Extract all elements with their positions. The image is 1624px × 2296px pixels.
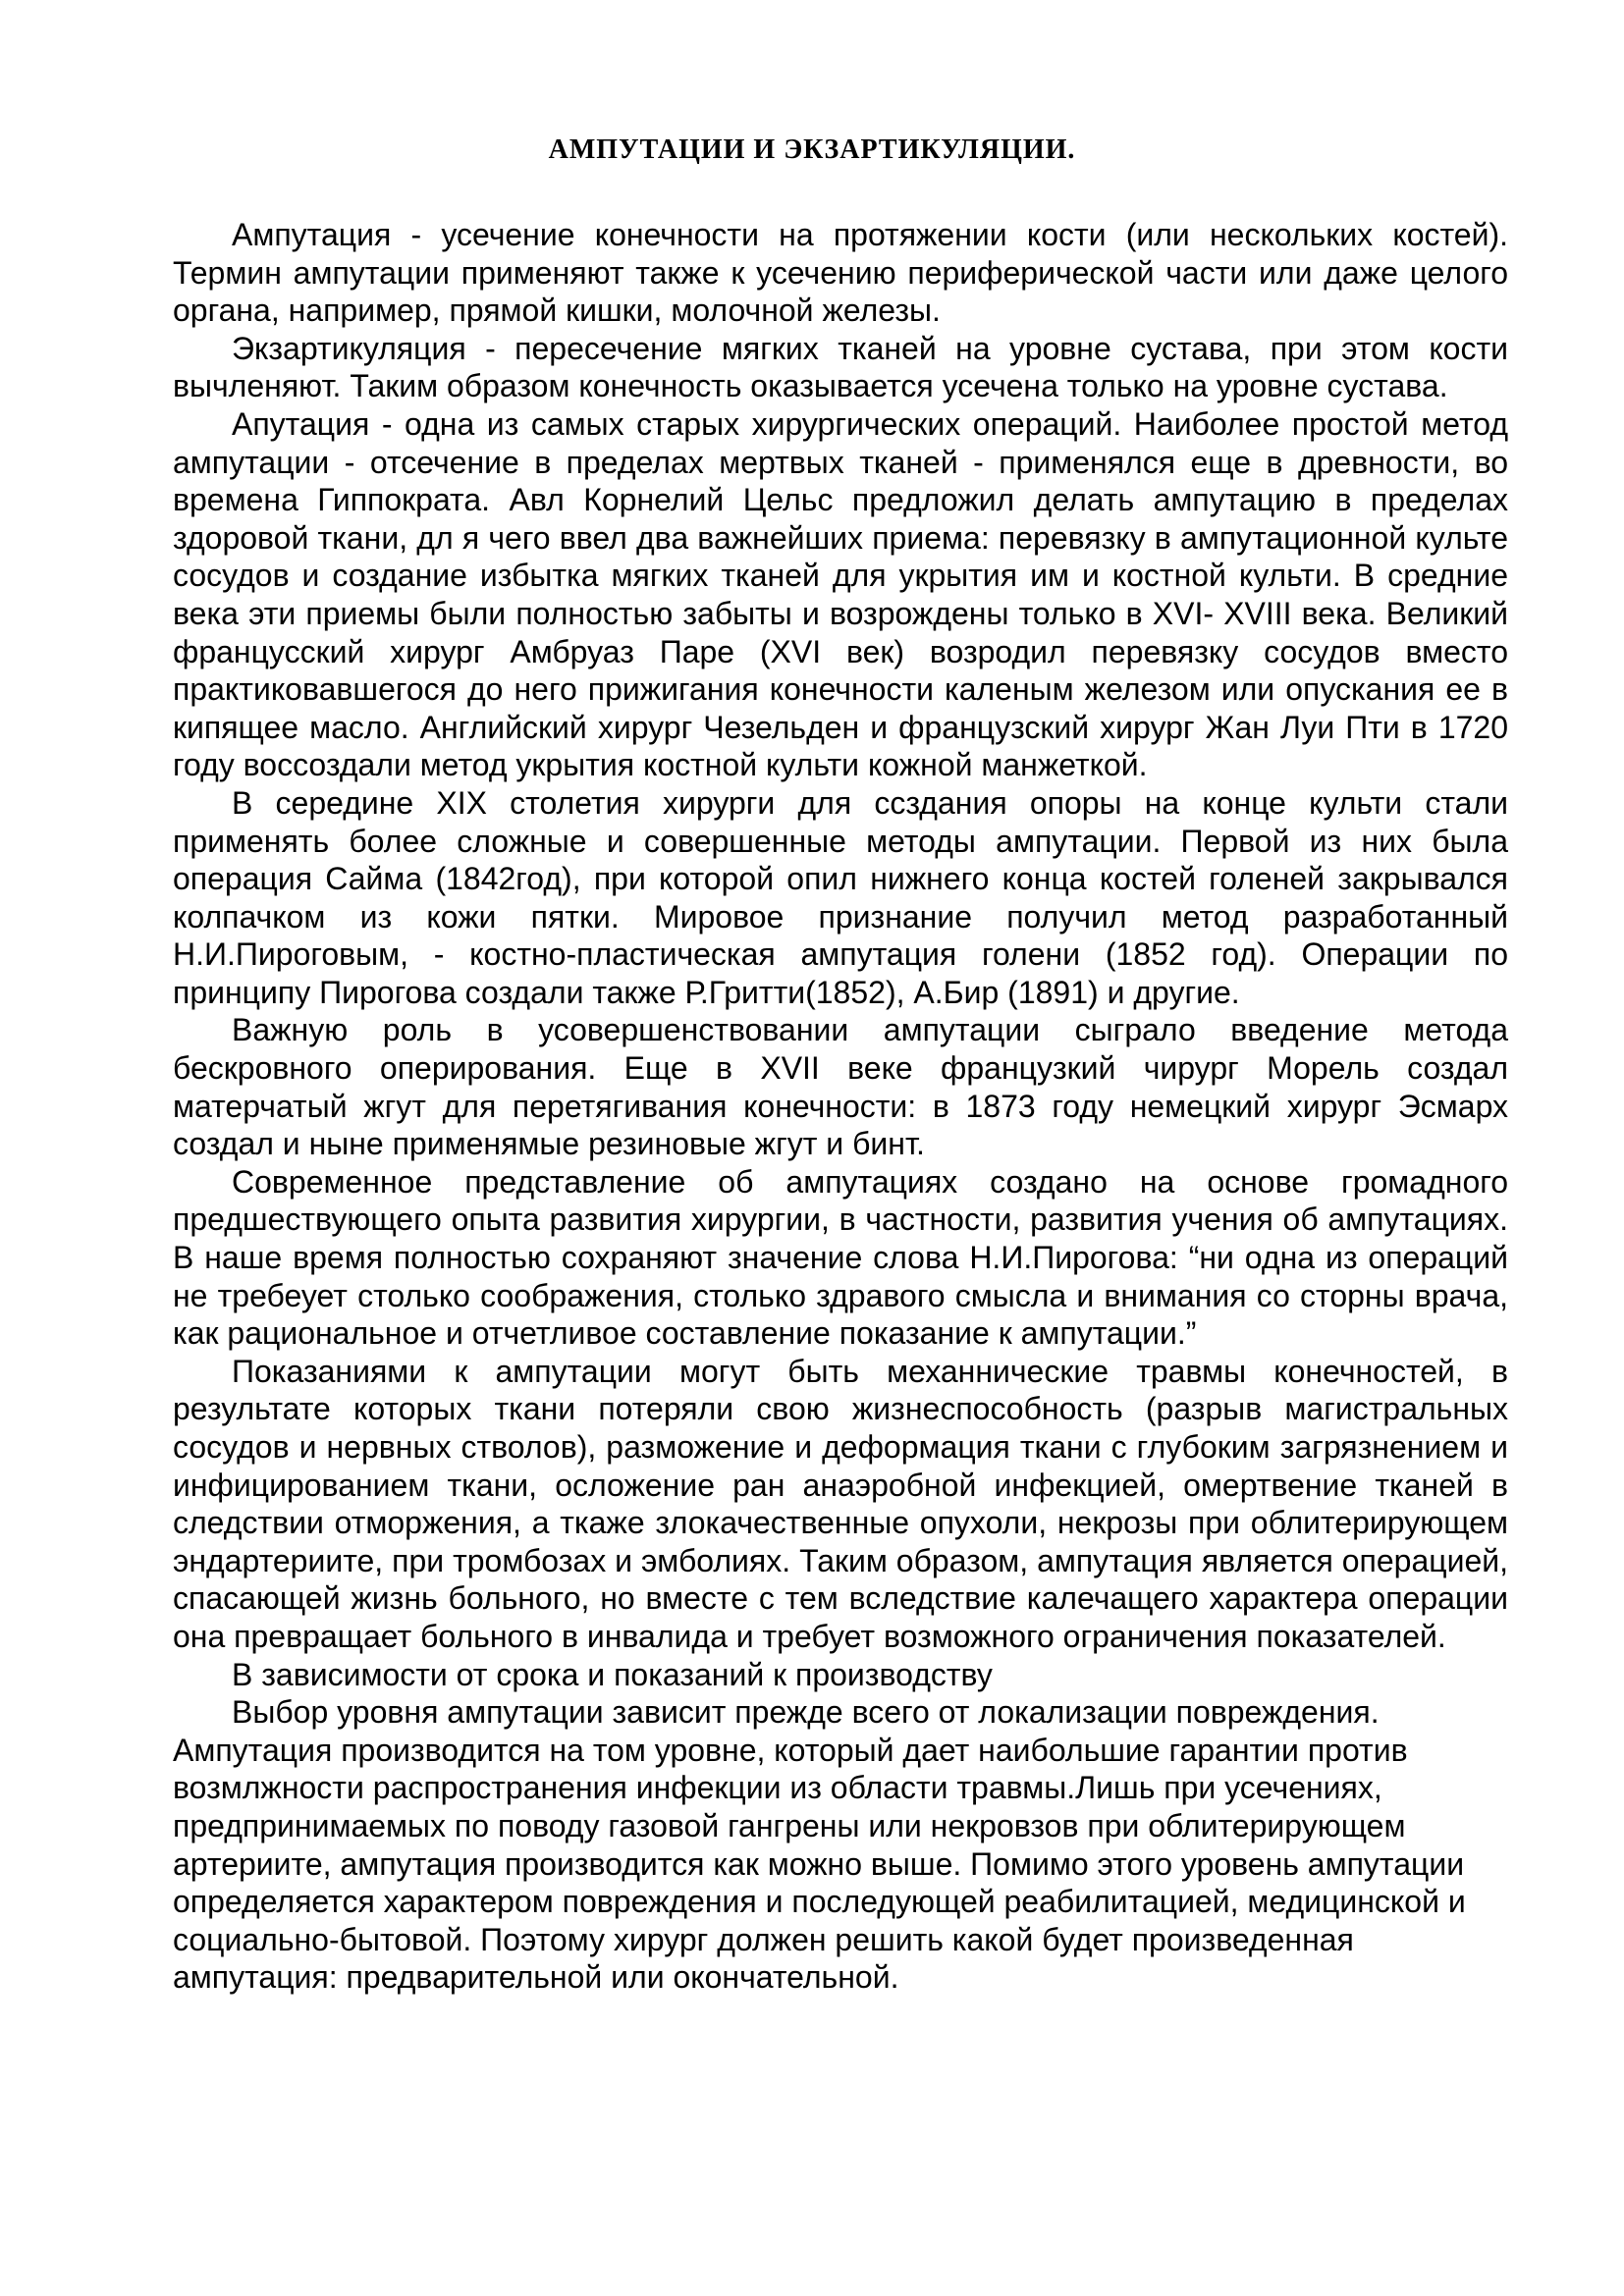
paragraph-modern-concepts: Современное представление об ампутациях создано на основе громадного предшествующего опыта развития хирургии, в частности, развития учения об ампутациях. В наше время полностью сохраняют значение слова Н.И.Пирогова: “ни одна из операций не требеует столько соображения, столько здравого смысла и внимания со сторны врача, как рациональное и отчетливое составление показание к ампутации.” [173,1163,1508,1352]
paragraph-exarticulation-definition: Экзартикуляция - пересечение мягких тканей на уровне сустава, при этом кости вычленяют. Таким образом конечность оказывается усечена только на уровне сустава. [173,330,1508,404]
paragraph-bloodless-surgery: Важную роль в усовершенствовании ампутации сыграло введение метода бескровного оперирования. Еще в XVII веке французкий чирург Морель создал матерчатый жгут для перетягивания конечности: в 1873 году немецкий хирург Эсмарх создал и ныне применямые резиновые жгут и бинт. [173,1012,1508,1162]
paragraph-timing: В зависимости от срока и показаний к производству [232,1656,993,1692]
paragraph-19th-century: В середине XIX столетия хирурги для ссздания опоры на конце культи стали применять более сложные и совершенные методы ампутации. Первой из них была операция Сайма (1842год), при которой опил нижнего конца костей голеней закрывался колпачком из кожи пятки. Мировое признание получил метод разработанный Н.И.Пироговым, - костно-пластическая ампутация голени (1852 год). Операции по принципу Пирогова создали также Р.Гритти(1852), А.Бир (1891) и другие. [173,784,1508,1010]
paragraph-amputation-definition: Ампутация - усечение конечности на протяжении кости (или нескольких костей). Термин ампутации применяют также к усечению периферической части или даже целого органа, например, прямой кишки, молочной железы. [173,217,1508,329]
paragraph-history: Апутация - одна из самых старых хирургических операций. Наиболее простой метод ампутации - отсечение в пределах мертвых тканей - применялся еще в древности, во времена Гиппократа. Авл Корнелий Цельс предложил делать ампутацию в пределах здоровой ткани, дл я чего ввел два важнейших приема: перевязку в ампутационной культе сосудов и создание избытка мягких тканей для укрытия им и костной культи. В средние века эти приемы были полностью забыты и возрождены только в XVI- XVIII века. Великий францусский хирург Амбруаз Паре (XVI век) возродил перевязку сосудов вместо практиковавшегося до него прижигания конечности каленым железом или опускания ее в кипящее масло. Английский хирург Чезельден и французский хирург Жан Луи Пти в 1720 году воссоздали метод укрытия костной культи кожной манжеткой. [173,405,1508,783]
document-body [173,216,1508,1997]
paragraph-indications: Показаниями к ампутации могут быть механнические травмы конечностей, в результате которых ткани потеряли свою жизнеспособность (разрыв магистральных сосудов и нервных стволов), разможение и деформация ткани с глубоким загрязнением и инфицированием ткани, осложение ран анаэробной инфекцией, омертвение тканей в следствии отморжения, а ткаже злокачественные опухоли, некрозы при облитерирующем эндартериите, при тромбозах и эмболиях. Таким образом, ампутация является операцией, спасающей жизнь больного, но вместе с тем вследствие калечащего характера операции она превращает больного в инвалида и требует возможного ограничения показателей. [173,1353,1508,1654]
document-title: АМПУТАЦИИ И ЭКЗАРТИКУЛЯЦИИ. [548,134,1076,165]
paragraph-level-selection: Выбор уровня ампутации зависит прежде всего от локализации повреждения. Ампутация производится на том уровне, который дает наибольшие гарантии против возмлжности распространения инфекции из области травмы.Лишь при усечениях, предпринимаемых по поводу газовой гангрены или некровзов при облитерирующем артериите, ампутация производится как можно выше. Помимо этого уровень ампутации определяется характером повреждения и последующей реабилитацией, медицинской и социально-бытовой. Поэтому хирург должен решить какой будет произведенная ампутация: предварительной или окончательной. [173,1694,1466,1996]
